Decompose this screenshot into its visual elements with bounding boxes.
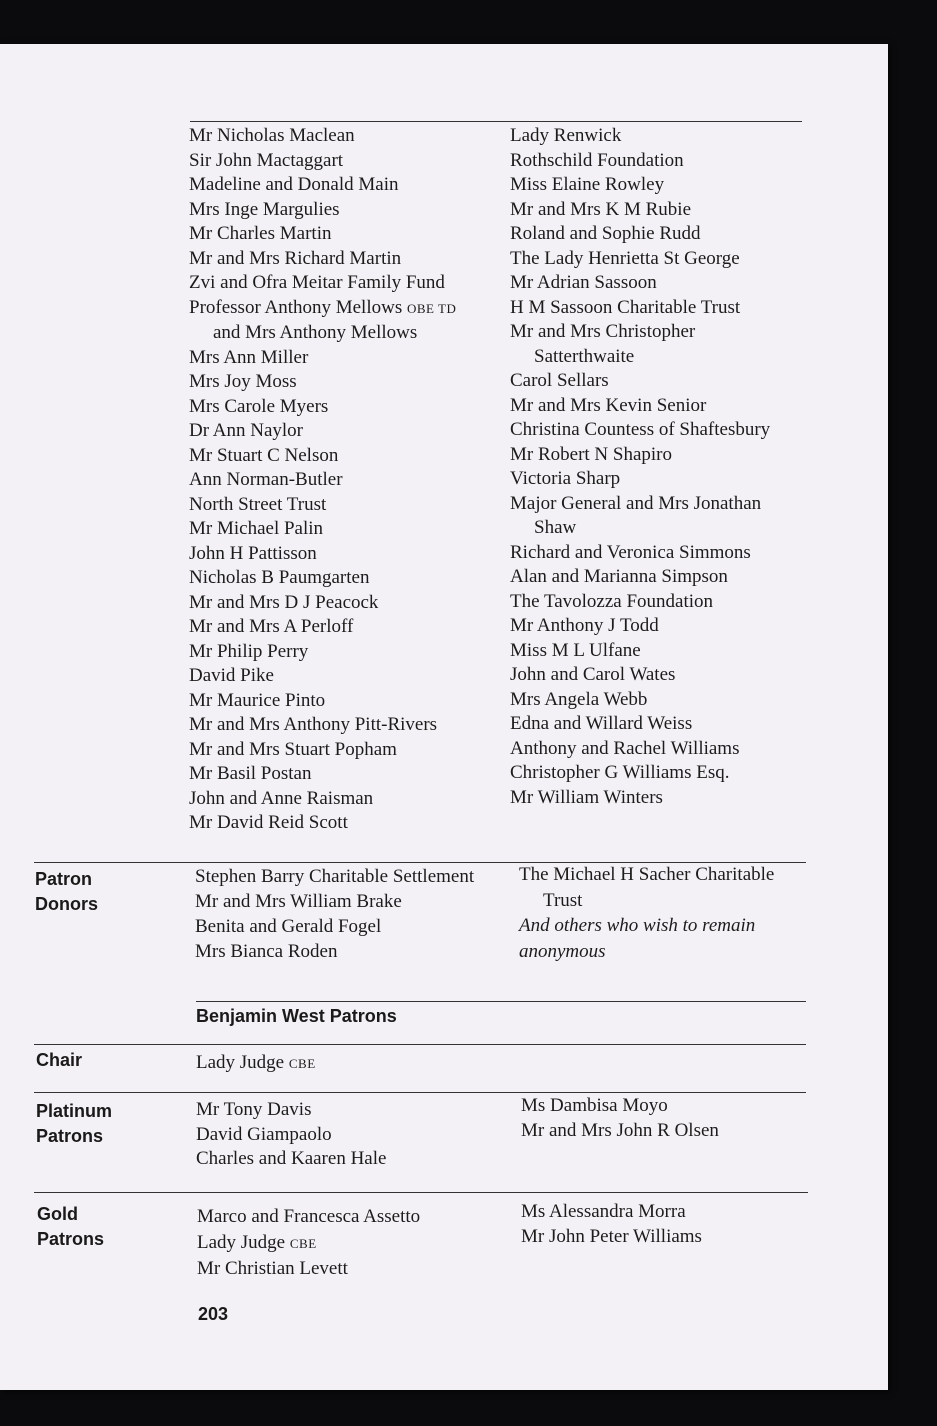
anonymous-note: And others who wish to remain (519, 915, 756, 936)
gold-left-column (197, 1204, 420, 1282)
donor-name: Mr Nicholas Maclean (189, 125, 355, 146)
donor-name-continued: and Mrs Anthony Mellows (213, 322, 418, 343)
donor-name: Mr and Mrs D J Peacock (189, 591, 379, 613)
donor-name: Christina Countess of Shaftesbury (510, 419, 771, 440)
book-page (0, 44, 888, 1390)
donor-name: Mr Anthony J Todd (510, 615, 659, 636)
donor-name: Marco and Francesca Assetto (197, 1206, 421, 1227)
donor-name: Mr and Mrs A Perloff (189, 616, 354, 637)
donor-name: Miss Elaine Rowley (510, 174, 665, 195)
donor-name: Mr Tony Davis (196, 1099, 312, 1120)
donor-name: John H Pattisson (189, 542, 317, 564)
donor-name: Victoria Sharp (510, 468, 621, 489)
section-rule (34, 1192, 808, 1193)
donor-name: Mrs Carole Myers (189, 395, 329, 417)
donor-name: North Street Trust (189, 493, 327, 515)
donor-name: Mr and Mrs K M Rubie (510, 198, 692, 220)
donor-name: Mr and Mrs John R Olsen (521, 1119, 719, 1141)
honours-suffix: OBE TD (406, 300, 457, 316)
chair-label: Chair (36, 1050, 83, 1070)
donor-name: Edna and Willard Weiss (510, 713, 693, 734)
platinum-patrons-label: Platinum Patrons (36, 1101, 113, 1146)
donor-name-continued: Satterthwaite (534, 345, 635, 367)
donor-name: Mr Stuart C Nelson (189, 444, 339, 466)
donor-name: Mrs Bianca Roden (195, 941, 338, 962)
donor-name: Stephen Barry Charitable Settlement (195, 866, 475, 887)
chair-column (196, 1051, 316, 1077)
benjamin-west-heading: Benjamin West Patrons (196, 1006, 397, 1026)
donor-name: John and Carol Wates (510, 664, 676, 685)
donor-name: Richard and Veronica Simmons (510, 541, 751, 563)
platinum-right-column (521, 1094, 719, 1143)
donor-name: Mr Charles Martin (189, 223, 332, 244)
donor-name: Miss M L Ulfane (510, 639, 641, 661)
donor-name: Mr John Peter Williams (521, 1225, 702, 1247)
donor-name: Rothschild Foundation (510, 149, 684, 171)
donor-name: Madeline and Donald Main (189, 174, 399, 195)
donor-name: Mr Philip Perry (189, 640, 309, 662)
honours-suffix: CBE (289, 1235, 317, 1251)
donor-name: H M Sassoon Charitable Trust (510, 296, 741, 318)
donor-name: Benita and Gerald Fogel (195, 916, 382, 937)
page-number: 203 (198, 1304, 229, 1324)
donor-name: Mr and Mrs Christopher (510, 321, 696, 342)
donor-name: Mr Christian Levett (197, 1258, 348, 1279)
donor-name: Mr and Mrs Stuart Popham (189, 738, 397, 760)
donor-name: Lady Renwick (510, 125, 622, 146)
donor-name: Mrs Ann Miller (189, 346, 309, 368)
donor-name: Dr Ann Naylor (189, 420, 303, 441)
donor-name: The Michael H Sacher Charitable (519, 864, 775, 885)
donor-name: Lady Judge CBE (197, 1231, 317, 1253)
donor-name: Mr and Mrs Richard Martin (189, 247, 402, 269)
honours-suffix: CBE (288, 1056, 316, 1071)
donor-name: John and Anne Raisman (189, 787, 374, 809)
patron-donors-right-column (519, 862, 774, 964)
donor-name: Mrs Inge Margulies (189, 198, 340, 220)
donor-name: Ms Alessandra Morra (521, 1201, 686, 1222)
donor-name: Alan and Marianna Simpson (510, 566, 728, 587)
donor-name: Major General and Mrs Jonathan (510, 492, 762, 514)
donor-name: Roland and Sophie Rudd (510, 223, 701, 244)
heading-rule (196, 1001, 806, 1002)
section1-right-column (510, 124, 770, 810)
donor-name: Mr and Mrs Anthony Pitt-Rivers (189, 714, 438, 735)
donor-name: Mr Adrian Sassoon (510, 272, 657, 293)
donor-name: Christopher G Williams Esq. (510, 762, 730, 783)
donor-name: Ms Dambisa Moyo (521, 1095, 668, 1116)
donor-name: Mr Basil Postan (189, 763, 312, 784)
top-rule (190, 121, 802, 122)
donor-name: The Tavolozza Foundation (510, 590, 714, 612)
donor-name: The Lady Henrietta St George (510, 247, 740, 269)
donor-name: Mr William Winters (510, 786, 663, 808)
donor-name: Nicholas B Paumgarten (189, 567, 370, 588)
donor-name: Carol Sellars (510, 370, 609, 391)
anonymous-note: anonymous (519, 940, 606, 962)
donor-name: Mr David Reid Scott (189, 812, 348, 833)
donor-name: Ann Norman-Butler (189, 469, 343, 490)
donor-name: Professor Anthony Mellows OBE TD (189, 296, 457, 318)
patron-donors-left-column (195, 864, 474, 964)
donor-name: Anthony and Rachel Williams (510, 737, 740, 759)
donor-name: Mrs Angela Webb (510, 688, 648, 710)
donor-name: Mr Robert N Shapiro (510, 443, 673, 465)
donor-name: Mrs Joy Moss (189, 371, 297, 392)
gold-patrons-label: Gold Patrons (37, 1204, 105, 1249)
donor-name-continued: Shaw (534, 517, 577, 538)
platinum-left-column (196, 1098, 386, 1172)
donor-name-continued: Trust (543, 889, 583, 911)
donor-name: Mr and Mrs Kevin Senior (510, 394, 707, 416)
donor-name: David Giampaolo (196, 1123, 332, 1145)
donor-name: David Pike (189, 665, 274, 686)
section-rule (34, 1044, 806, 1045)
donor-name: Mr Michael Palin (189, 518, 324, 539)
donor-name: Mr Maurice Pinto (189, 689, 326, 711)
section-rule (34, 1092, 806, 1093)
patron-donors-label: Patron Donors (35, 869, 98, 914)
donor-name: Charles and Kaaren Hale (196, 1148, 387, 1169)
gold-right-column (521, 1200, 702, 1249)
donor-name: Zvi and Ofra Meitar Family Fund (189, 272, 445, 293)
donor-name: Mr and Mrs William Brake (195, 891, 402, 912)
donor-name: Lady Judge CBE (196, 1052, 316, 1073)
section1-left-column (189, 124, 456, 836)
donor-name: Sir John Mactaggart (189, 149, 344, 171)
